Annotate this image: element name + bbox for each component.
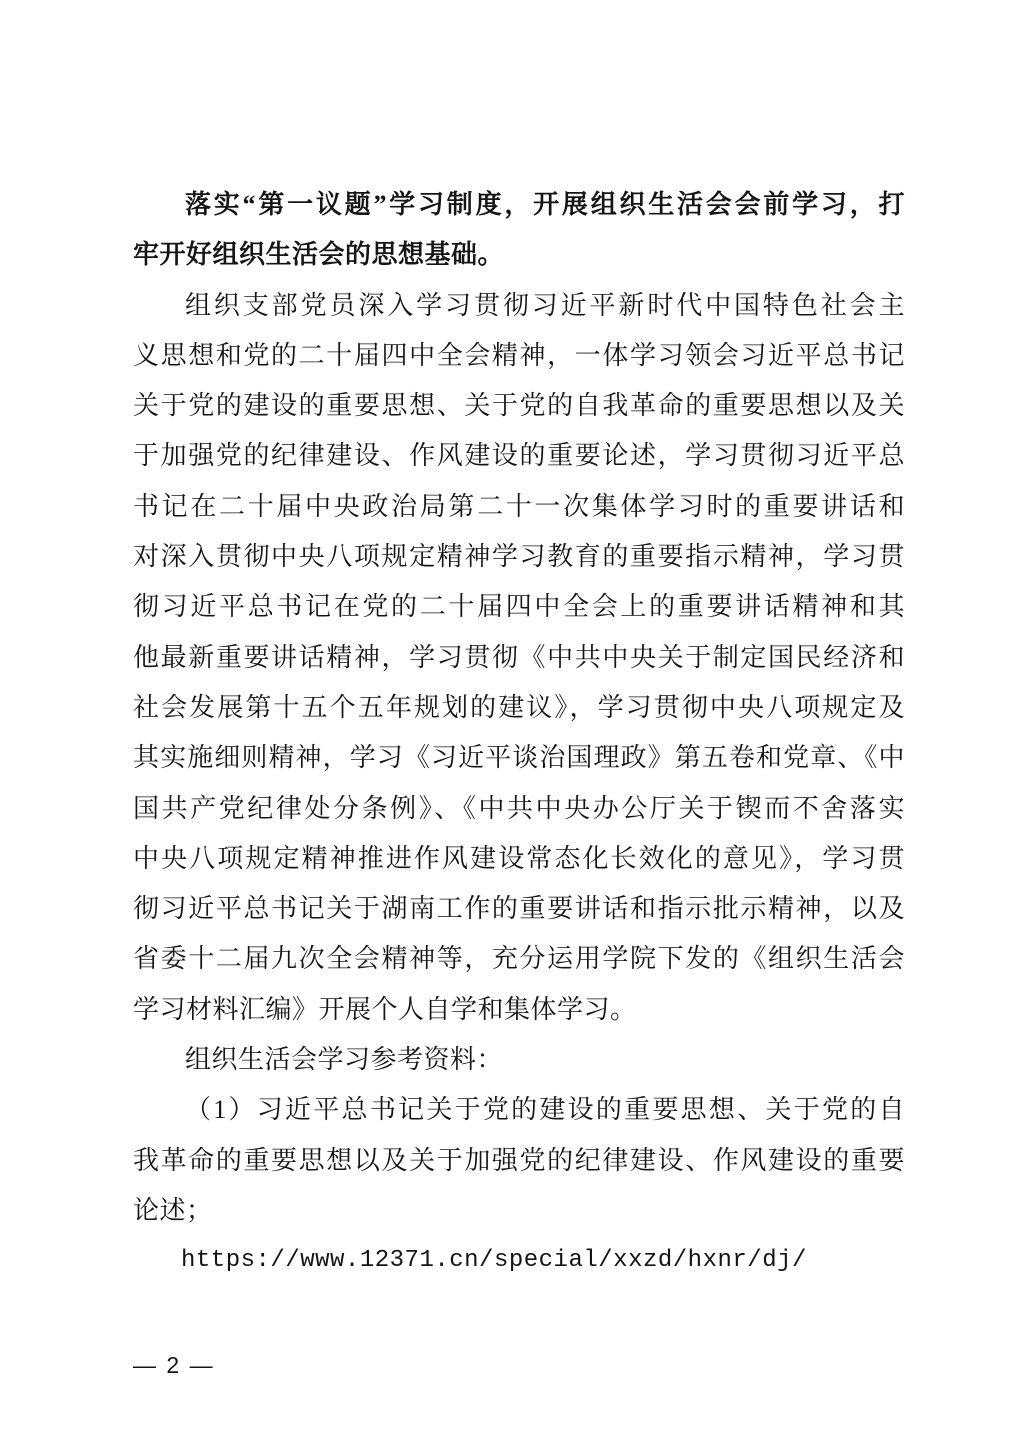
reference-item-line: （1）习近平总书记关于党的建设的重要思想、关于党的自 (185, 1095, 905, 1125)
body-line: 社会发展第十五个五年规划的建议》，学习贯彻中央八项规定及 (133, 692, 905, 722)
body-line: 省委十二届九次全会精神等，充分运用学院下发的《组织生活会 (133, 944, 905, 974)
body-line: 他最新重要讲话精神，学习贯彻《中共中央关于制定国民经济和 (133, 642, 905, 672)
body-line: 组织支部党员深入学习贯彻习近平新时代中国特色社会主 (185, 290, 905, 320)
reference-item-line: 我革命的重要思想以及关于加强党的纪律建设、作风建设的重要 (133, 1145, 905, 1175)
body-line: 学习材料汇编》开展个人自学和集体学习。 (133, 994, 637, 1024)
body-line: 彻习近平总书记关于湖南工作的重要讲话和指示批示精神，以及 (133, 894, 905, 924)
body-line: 中央八项规定精神推进作风建设常态化长效化的意见》，学习贯 (133, 843, 905, 873)
reference-url: https://www.12371.cn/special/xxzd/hxnr/dj/ (181, 1247, 807, 1275)
body-line: 其实施细则精神，学习《习近平谈治国理政》第五卷和党章、《中 (133, 743, 905, 773)
heading-line: 牢开好组织生活会的思想基础。 (133, 240, 505, 270)
page-number: — 2 — (133, 1352, 215, 1378)
body-line: 书记在二十届中央政治局第二十一次集体学习时的重要讲话和 (133, 491, 905, 521)
body-line: 彻习近平总书记在党的二十届四中全会上的重要讲话精神和其 (133, 592, 905, 622)
section-label: 组织生活会学习参考资料： (185, 1045, 504, 1075)
body-line: 于加强党的纪律建设、作风建设的重要论述，学习贯彻习近平总 (133, 441, 905, 471)
document-body (133, 180, 905, 1287)
heading-line: 落实“第一议题”学习制度，开展组织生活会会前学习，打 (185, 190, 905, 219)
body-line: 国共产党纪律处分条例》、《中共中央办公厅关于锲而不舍落实 (133, 793, 905, 823)
body-line: 义思想和党的二十届四中全会精神，一体学习领会习近平总书记 (133, 340, 905, 370)
body-line: 关于党的建设的重要思想、关于党的自我革命的重要思想以及关 (133, 391, 905, 421)
body-line: 对深入贯彻中央八项规定精神学习教育的重要指示精神，学习贯 (133, 542, 905, 572)
reference-item-line: 论述； (133, 1195, 213, 1225)
